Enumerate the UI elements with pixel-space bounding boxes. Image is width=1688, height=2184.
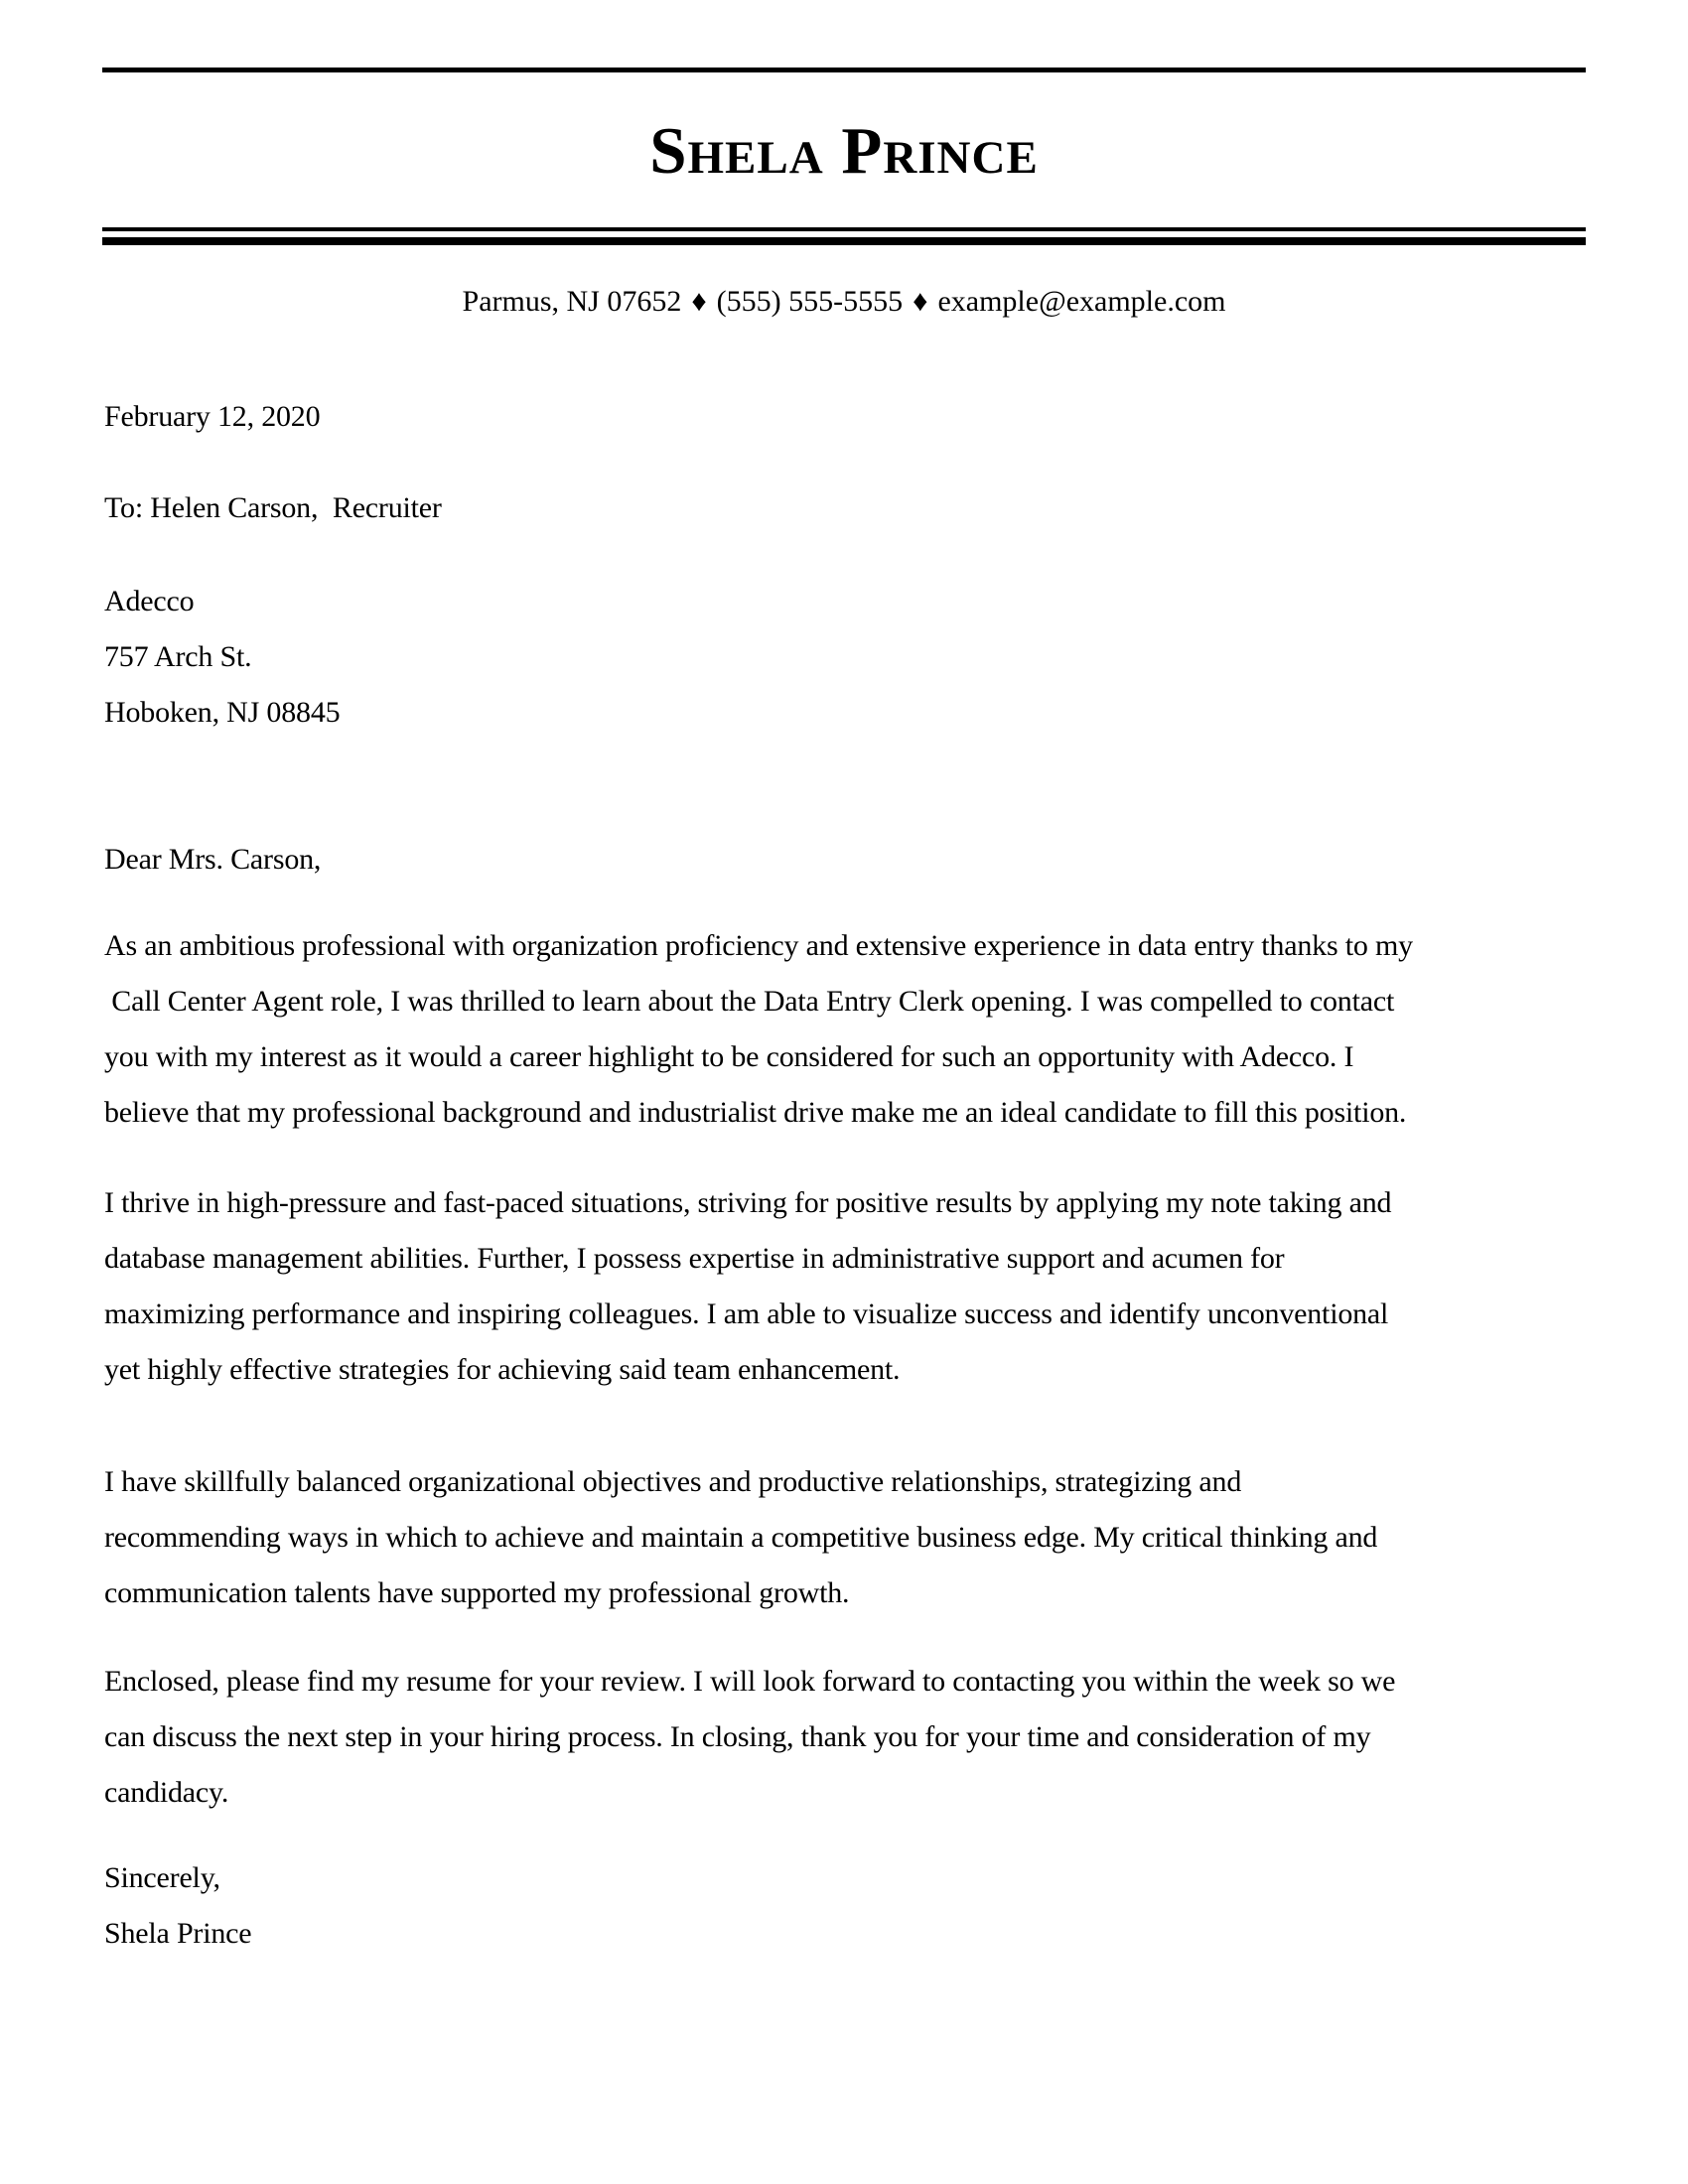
text-line: As an ambitious professional with organization proficiency and extensive experience in data entry thanks to my [104, 929, 1413, 962]
closing-word: Sincerely, [104, 1861, 220, 1894]
contact-line [0, 285, 1688, 319]
text-line: Enclosed, please find my resume for your review. I will look forward to contacting you within the week so we [104, 1665, 1396, 1698]
text-line: believe that my professional background and industrialist drive make me an ideal candidate to fill this position. [104, 1096, 1407, 1129]
text-line: communication talents have supported my professional growth. [104, 1576, 850, 1609]
body-paragraph-3 [104, 1454, 1377, 1621]
recipient-address [104, 574, 340, 741]
recipient-line: To: Helen Carson, Recruiter [104, 491, 442, 524]
diamond-icon: ♦ [913, 285, 928, 318]
header-divider-thick-rule [102, 237, 1586, 245]
text-line: Call Center Agent role, I was thrilled to learn about the Data Entry Clerk opening. I was compelled to contact [104, 985, 1395, 1018]
body-paragraph-1 [104, 918, 1413, 1141]
text-line: candidacy. [104, 1776, 229, 1809]
header-top-rule [102, 68, 1586, 72]
text-line: I thrive in high-pressure and fast-paced situations, striving for positive results by applying my note taking and [104, 1186, 1392, 1219]
text-line: 757 Arch St. [104, 640, 252, 673]
diamond-icon: ♦ [691, 285, 707, 318]
text-line: you with my interest as it would a career highlight to be considered for such an opportunity with Adecco. I [104, 1040, 1354, 1073]
page-title: Shela Prince [649, 114, 1039, 188]
contact-email: example@example.com [937, 285, 1226, 318]
text-line: can discuss the next step in your hiring process. In closing, thank you for your time and consideration of my [104, 1720, 1371, 1753]
header-divider-thin-rule [102, 227, 1586, 231]
signature-name: Shela Prince [104, 1917, 252, 1950]
text-line: recommending ways in which to achieve and maintain a competitive business edge. My critical thinking and [104, 1521, 1378, 1554]
text-line: Adecco [104, 585, 195, 617]
body-paragraph-2 [104, 1175, 1391, 1398]
text-line: Hoboken, NJ 08845 [104, 696, 341, 729]
text-line: database management abilities. Further, I possess expertise in administrative support and acumen for [104, 1242, 1285, 1275]
contact-location: Parmus, NJ 07652 [462, 285, 682, 318]
contact-phone: (555) 555-5555 [716, 285, 904, 318]
body-paragraph-4 [104, 1654, 1395, 1821]
text-line: I have skillfully balanced organizational objectives and productive relationships, strategizing and [104, 1465, 1242, 1498]
text-line: yet highly effective strategies for achieving said team enhancement. [104, 1353, 901, 1386]
letter-date: February 12, 2020 [104, 400, 321, 433]
salutation: Dear Mrs. Carson, [104, 843, 322, 876]
text-line: maximizing performance and inspiring colleagues. I am able to visualize success and identify unconventional [104, 1297, 1389, 1330]
